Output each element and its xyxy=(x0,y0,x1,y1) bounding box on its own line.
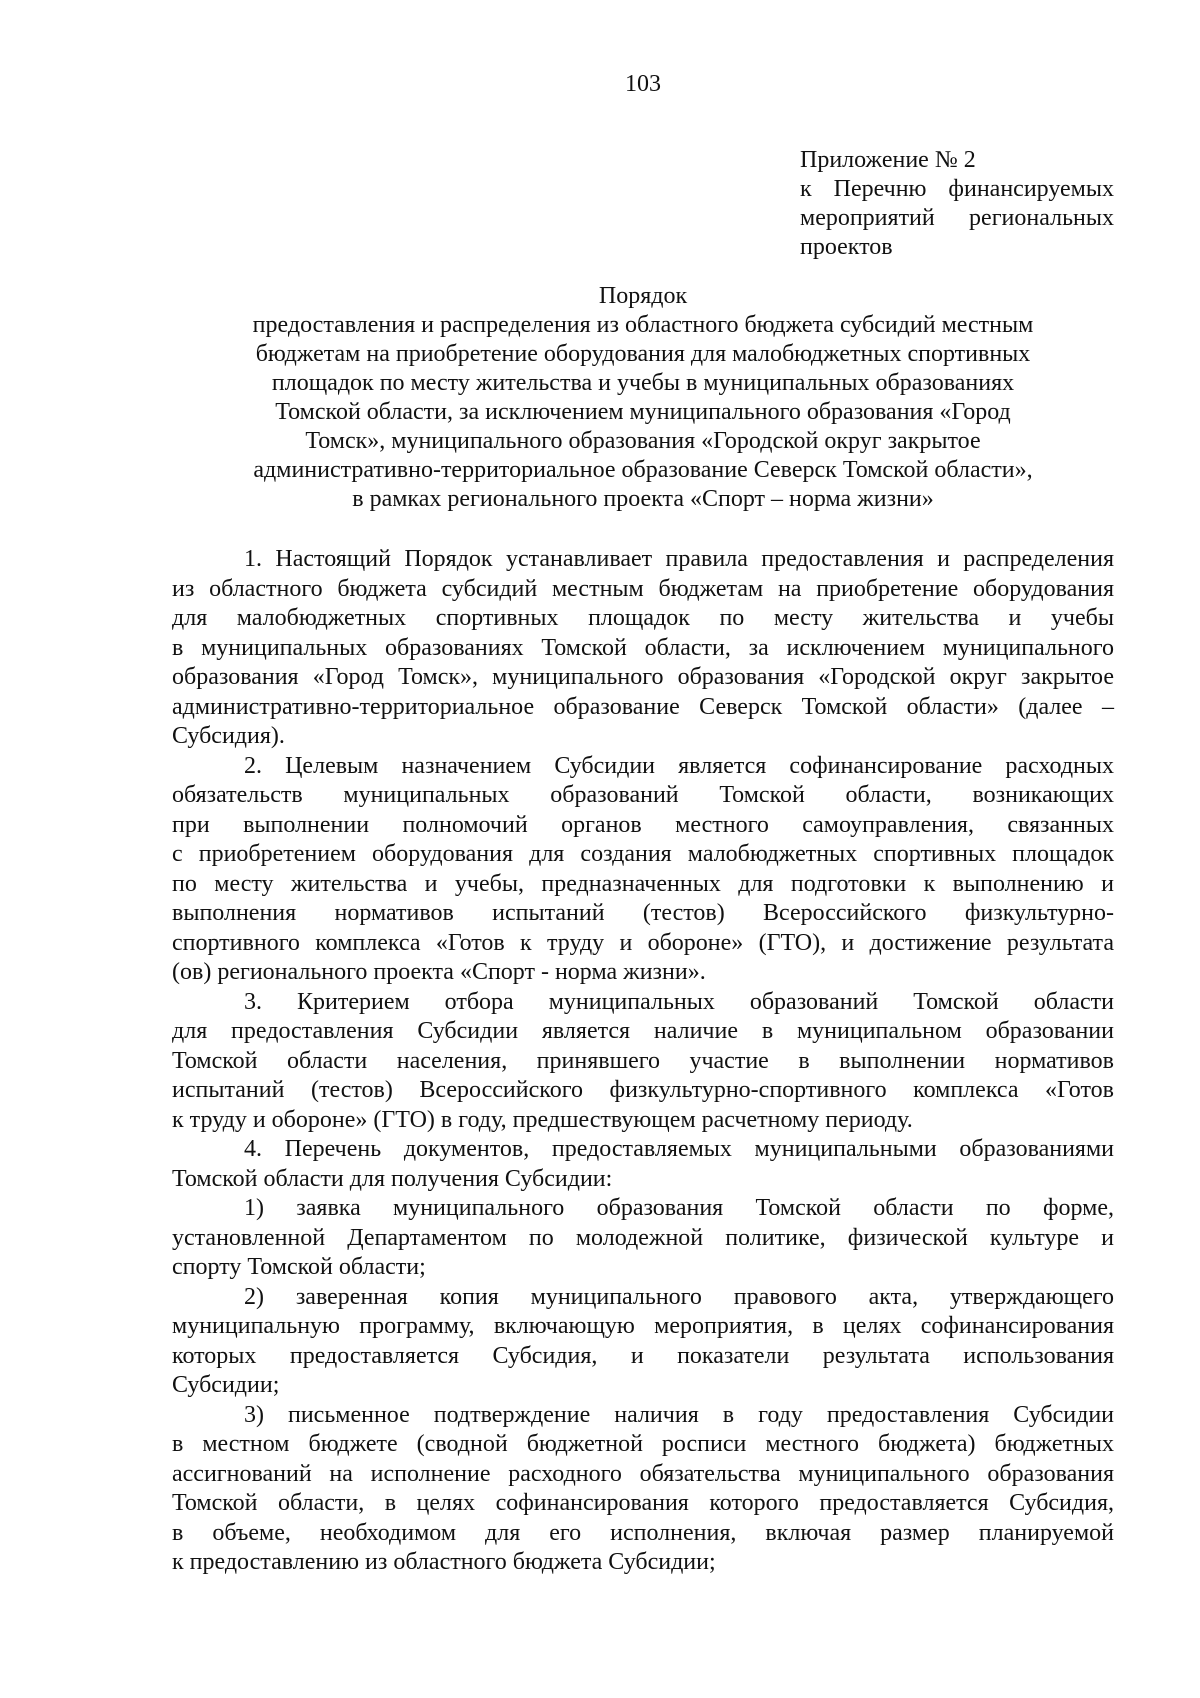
paragraph-1 xyxy=(172,545,1114,752)
text-line: испытаний (тестов) Всероссийского физкультурно-спортивного комплекса «Готов xyxy=(172,1077,1114,1103)
text-line: в местном бюджете (сводной бюджетной росписи местного бюджета) бюджетных xyxy=(172,1431,1114,1457)
text-line: с приобретением оборудования для создания малобюджетных спортивных площадок xyxy=(172,841,1114,867)
text-line: по месту жительства и учебы, предназначенных для подготовки к выполнению и xyxy=(172,870,1114,897)
text-line: 1. Настоящий Порядок устанавливает правила предоставления и распределения xyxy=(244,546,1114,572)
page-number: 103 xyxy=(625,71,661,97)
title-subtitle-line: предоставления и распределения из областного бюджета субсидий местным xyxy=(252,312,1034,338)
text-line: образования «Город Томск», муниципального образования «Городской округ закрытое xyxy=(172,664,1114,690)
text-line: при выполнении полномочий органов местного самоуправления, связанных xyxy=(172,811,1114,838)
title-subtitle-line: Томской области, за исключением муниципального образования «Город xyxy=(275,399,1011,425)
text-line: в муниципальных образованиях Томской области, за исключением муниципального xyxy=(172,634,1114,661)
text-line: 4. Перечень документов, предоставляемых муниципальными образованиями xyxy=(244,1136,1114,1162)
text-line: для предоставления Субсидии является наличие в муниципальном образовании xyxy=(172,1018,1114,1044)
text-line: 2. Целевым назначением Субсидии является софинансирование расходных xyxy=(244,752,1114,779)
appendix-line: мероприятий региональных xyxy=(800,205,1114,231)
text-line: 2) заверенная копия муниципального правового акта, утверждающего xyxy=(244,1283,1114,1310)
list-item-1 xyxy=(172,1194,1114,1283)
text-line: к труду и обороне» (ГТО) в году, предшествующем расчетному периоду. xyxy=(172,1106,913,1133)
text-line: (ов) регионального проекта «Спорт - норма жизни». xyxy=(172,959,706,985)
title-subtitle-line: площадок по месту жительства и учебы в муниципальных образованиях xyxy=(271,370,1015,396)
title-subtitle-line: бюджетам на приобретение оборудования для малобюджетных спортивных xyxy=(255,341,1031,367)
text-line: муниципальную программу, включающую мероприятия, в целях софинансирования xyxy=(172,1313,1114,1339)
text-line: обязательств муниципальных образований Томской области, возникающих xyxy=(172,782,1114,808)
text-line: выполнения нормативов испытаний (тестов) Всероссийского физкультурно- xyxy=(172,900,1114,926)
list-item-3 xyxy=(172,1401,1114,1578)
text-line: к предоставлению из областного бюджета Субсидии; xyxy=(172,1549,716,1575)
text-line: для малобюджетных спортивных площадок по месту жительства и учебы xyxy=(172,605,1114,631)
paragraph-2 xyxy=(172,752,1114,988)
text-line: Томской области, в целях софинансирования которого предоставляется Субсидия, xyxy=(172,1490,1114,1516)
title-subtitle-line: Томск», муниципального образования «Городской округ закрытое xyxy=(305,428,981,454)
text-line: которых предоставляется Субсидия, и показатели результата использования xyxy=(172,1342,1114,1369)
paragraph-3 xyxy=(172,988,1114,1136)
text-line: из областного бюджета субсидий местным бюджетам на приобретение оборудования xyxy=(172,575,1114,602)
text-line: 1) заявка муниципального образования Томской области по форме, xyxy=(244,1195,1114,1221)
document-title xyxy=(172,282,1114,514)
text-line: Томской области населения, принявшего участие в выполнении нормативов xyxy=(172,1047,1114,1074)
text-line: административно-территориальное образование Северск Томской области» (далее – xyxy=(172,693,1114,720)
document-body xyxy=(172,545,1114,1578)
paragraph-4 xyxy=(172,1135,1114,1194)
appendix-note xyxy=(800,146,1114,262)
text-line: Томской области для получения Субсидии: xyxy=(172,1165,613,1192)
text-line: спорту Томской области; xyxy=(172,1254,426,1280)
text-line: Субсидии; xyxy=(172,1372,280,1398)
list-item-2 xyxy=(172,1283,1114,1401)
title-subtitle-line: в рамках регионального проекта «Спорт – норма жизни» xyxy=(352,486,934,512)
text-line: установленной Департаментом по молодежной политике, физической культуре и xyxy=(172,1224,1114,1251)
appendix-line: проектов xyxy=(800,234,893,260)
appendix-line: Приложение № 2 xyxy=(800,147,976,173)
text-line: в объеме, необходимом для его исполнения, включая размер планируемой xyxy=(172,1519,1114,1546)
text-line: 3. Критерием отбора муниципальных образований Томской области xyxy=(244,988,1114,1015)
appendix-line: к Перечню финансируемых xyxy=(800,176,1114,202)
text-line: 3) письменное подтверждение наличия в году предоставления Субсидии xyxy=(244,1401,1114,1428)
title-subtitle-line: административно-территориальное образование Северск Томской области», xyxy=(253,457,1033,483)
text-line: Субсидия). xyxy=(172,723,285,749)
text-line: ассигнований на исполнение расходного обязательства муниципального образования xyxy=(172,1460,1114,1487)
title-heading: Порядок xyxy=(598,283,688,309)
text-line: спортивного комплекса «Готов к труду и обороне» (ГТО), и достижение результата xyxy=(172,929,1114,956)
